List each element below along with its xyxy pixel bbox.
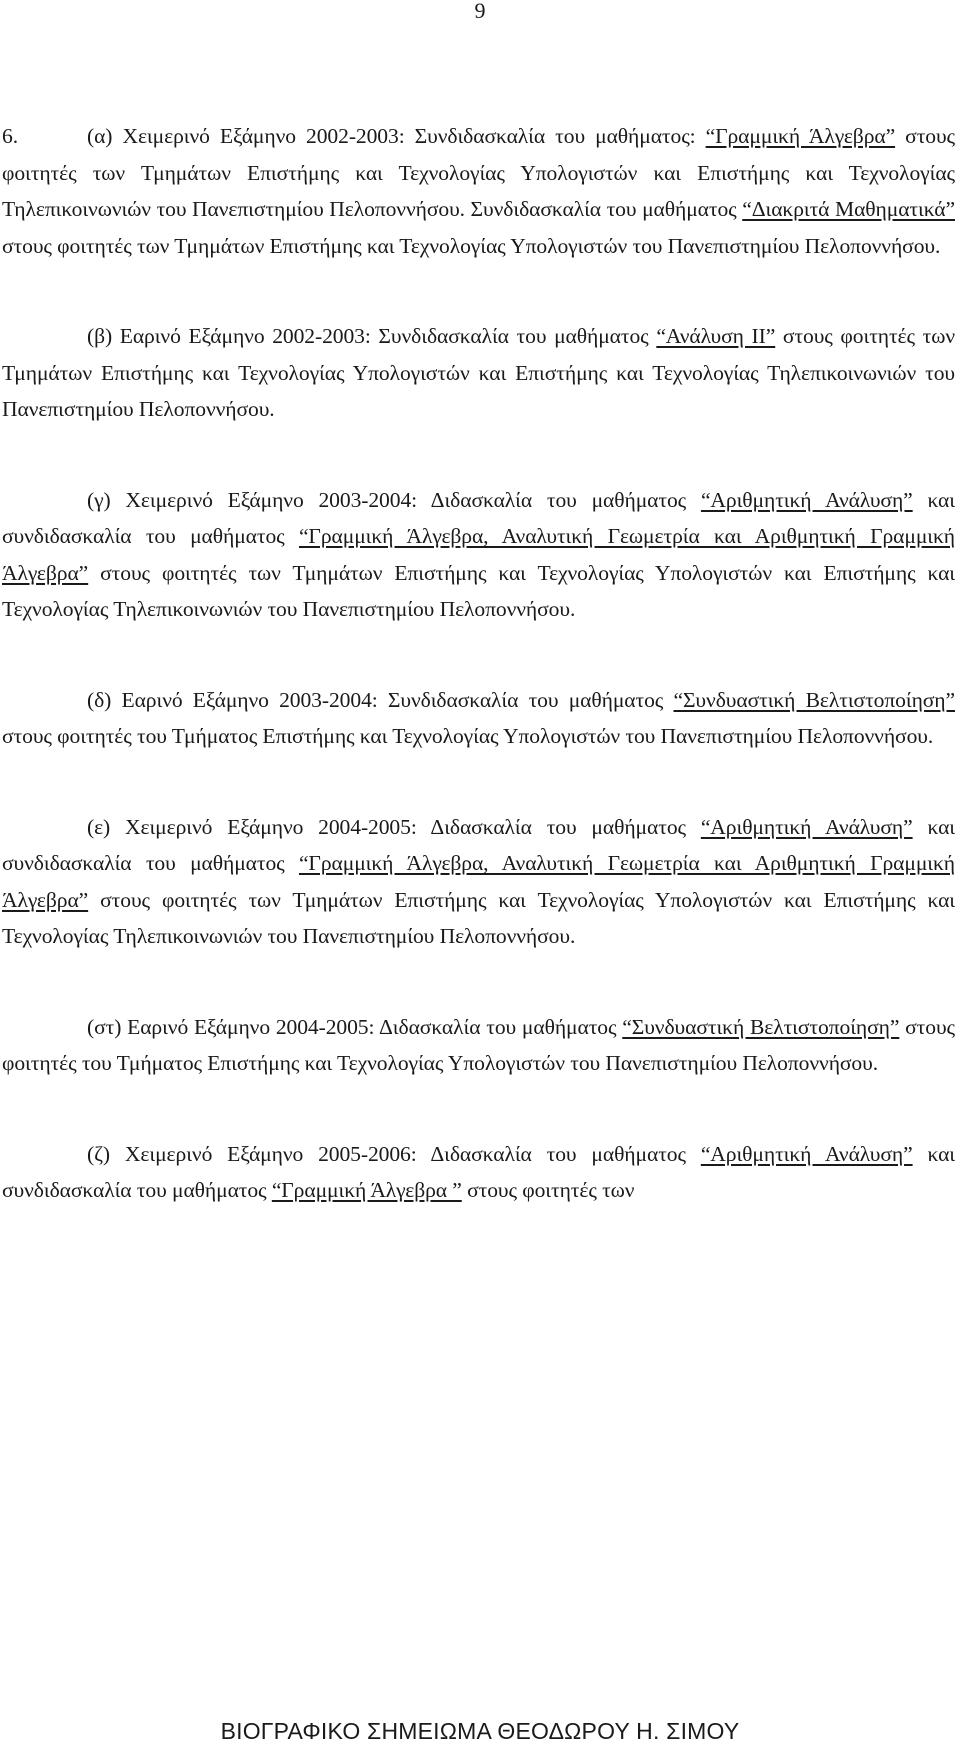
teaching-item-b [2,318,955,428]
item-z-text-end: στους φοιτητές των [461,1178,635,1202]
item-c-text: (γ) Χειμερινό Εξάμηνο 2003-2004: Διδασκαλία του μαθήματος [87,487,701,512]
item-d-text: (δ) Εαρινό Εξάμηνο 2003-2004: Συνδιδασκαλία του μαθήματος [87,687,674,712]
course-title: “Συνδυαστική Βελτιστοποίηση” [622,1014,900,1039]
item-a-text-end: στους φοιτητές των Τμημάτων Επιστήμης και Τεχνολογίας Υπολογιστών του Πανεπιστημίου Πελοποννήσου. [2,233,941,258]
course-title: “Γραμμική Άλγεβρα” [705,124,896,148]
item-c-text-end: στους φοιτητές των Τμημάτων Επιστήμης και Τεχνολογίας Υπολογιστών και Επιστήμης και Τεχνολογίας Τηλεπικοινωνιών του Πανεπιστημίου Πελοποννήσου. [2,560,955,621]
course-title: “Ανάλυση ΙΙ” [656,324,776,348]
item-z-text-continued: και συνδιδασκαλία του μαθήματος [2,1141,956,1202]
item-number: 6. [2,124,18,148]
course-title: “Γραμμική Άλγεβρα ” [271,1178,462,1202]
teaching-list [2,118,955,1263]
item-b-text: (β) Εαρινό Εξάμηνο 2002-2003: Συνδιδασκαλία του μαθήματος [87,324,657,348]
teaching-item-a [2,118,955,264]
course-title: “Συνδυαστική Βελτιστοποίηση” [673,687,955,712]
teaching-item-z [2,1136,955,1209]
item-e-text-end: στους φοιτητές των Τμημάτων Επιστήμης και Τεχνολογίας Υπολογιστών και Επιστήμης και Τεχνολογίας Τηλεπικοινωνιών του Πανεπιστημίου Πελοποννήσου. [2,887,955,948]
course-title: “Γραμμική Άλγεβρα, Αναλυτική Γεωμετρία και Αριθμητική Γραμμική Άλγεβρα” [2,524,955,585]
teaching-item-c [2,482,955,628]
item-e-text-continued: και συνδιδασκαλία του μαθήματος [2,814,955,875]
course-title: “Γραμμική Άλγεβρα, Αναλυτική Γεωμετρία και Αριθμητική Γραμμική Άλγεβρα” [2,851,955,912]
item-st-text: (στ) Εαρινό Εξάμηνο 2004-2005: Διδασκαλία του μαθήματος [87,1014,623,1039]
teaching-item-e [2,809,955,955]
item-e-text: (ε) Χειμερινό Εξάμηνο 2004-2005: Διδασκαλία του μαθήματος [87,814,701,839]
item-z-text: (ζ) Χειμερινό Εξάμηνο 2005-2006: Διδασκαλία του μαθήματος [87,1141,701,1166]
item-d-text-end: στους φοιτητές του Τμήματος Επιστήμης και Τεχνολογίας Υπολογιστών του Πανεπιστημίου Πελοποννήσου. [2,724,934,748]
course-title: “Αριθμητική Ανάλυση” [700,487,913,512]
teaching-item-st [2,1009,955,1082]
item-c-text-continued: και συνδιδασκαλία του μαθήματος [2,487,955,548]
course-title: “Διακριτά Μαθηματικά” [742,197,955,221]
item-b-text-end: στους φοιτητές των Τμημάτων Επιστήμης και Τεχνολογίας Υπολογιστών και Επιστήμης και Τεχνολογίας Τηλεπικοινωνιών του Πανεπιστημίου Πελοποννήσου. [2,324,955,421]
page-number: 9 [474,0,486,23]
item-a-text: (α) Χειμερινό Εξάμηνο 2002-2003: Συνδιδασκαλία του μαθήματος: [87,124,706,148]
page-footer: ΒΙΟΓΡΑΦΙΚΟ ΣΗΜΕΙΩΜΑ ΘΕΟΔΩΡΟΥ Η. ΣΙΜΟΥ [220,1718,740,1744]
teaching-item-d [2,682,955,755]
course-title: “Αριθμητική Ανάλυση” [700,814,913,839]
item-st-text-end: στους φοιτητές του Τμήματος Επιστήμης και Τεχνολογίας Υπολογιστών του Πανεπιστημίου Πελοποννήσου. [2,1014,955,1075]
course-title: “Αριθμητική Ανάλυση” [700,1141,913,1166]
item-a-text-continued: στους φοιτητές των Τμημάτων Επιστήμης και Τεχνολογίας Υπολογιστών και Επιστήμης και Τεχνολογίας Τηλεπικοινωνιών του Πανεπιστημίου Πελοποννήσου. Συνδιδασκαλία του μαθήματος [2,124,956,221]
